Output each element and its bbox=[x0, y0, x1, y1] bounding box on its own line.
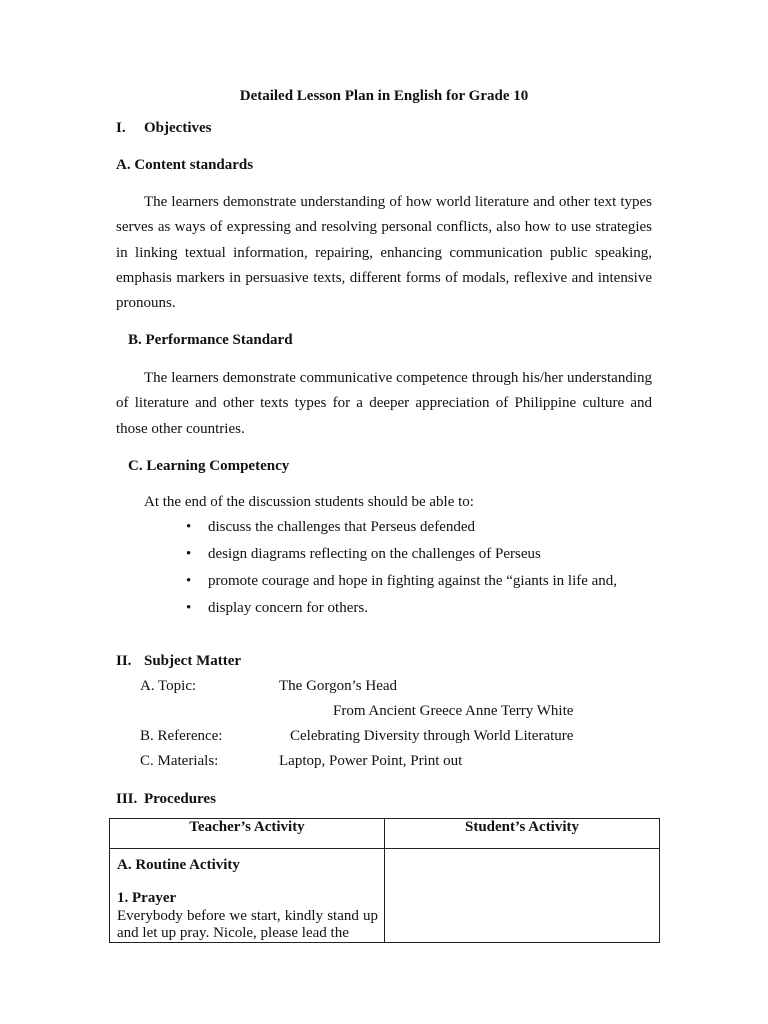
bullet-icon: • bbox=[186, 600, 192, 616]
prayer-heading: 1. Prayer bbox=[117, 890, 177, 906]
topic-label: A. Topic: bbox=[140, 678, 197, 694]
learning-competency-list bbox=[186, 514, 617, 622]
materials-label: C. Materials: bbox=[140, 753, 219, 769]
bullet-icon: • bbox=[186, 546, 192, 562]
section-2-numeral: II. bbox=[116, 653, 132, 669]
prayer-text: Everybody before we start, kindly stand up and let up pray. Nicole, please lead the bbox=[117, 908, 378, 941]
student-activity-cell bbox=[385, 849, 660, 943]
bullet-icon: • bbox=[186, 519, 192, 535]
teacher-activity-cell bbox=[110, 849, 385, 943]
column-header-student: Student’s Activity bbox=[385, 819, 660, 849]
reference-value: Celebrating Diversity through World Literature bbox=[290, 728, 574, 744]
list-item bbox=[186, 514, 617, 541]
content-standards-text: The learners demonstrate understanding of how world literature and other text types serves as ways of expressing and resolving personal conflicts, also how to use strategies in linking textual information, repairing, enhancing communication public speaking, emphasis markers in persuasive texts, different forms of modals, reflexive and intensive pronouns. bbox=[116, 194, 652, 312]
reference-label: B. Reference: bbox=[140, 728, 223, 744]
list-item bbox=[186, 568, 617, 595]
list-item bbox=[186, 595, 617, 622]
content-standards-heading: A. Content standards bbox=[116, 157, 254, 173]
list-item-text: discuss the challenges that Perseus defended bbox=[208, 519, 476, 535]
list-item-text: display concern for others. bbox=[208, 600, 368, 616]
section-3-numeral: III. bbox=[116, 791, 138, 807]
learning-competency-heading: C. Learning Competency bbox=[128, 458, 290, 474]
materials-value: Laptop, Power Point, Print out bbox=[279, 753, 463, 769]
list-item bbox=[186, 541, 617, 568]
learning-competency-intro: At the end of the discussion students should be able to: bbox=[144, 494, 474, 510]
section-3-heading: Procedures bbox=[144, 791, 216, 807]
procedures-table bbox=[109, 818, 660, 943]
table-header-row bbox=[110, 819, 660, 849]
performance-standard-heading: B. Performance Standard bbox=[128, 332, 293, 348]
topic-value: The Gorgon’s Head bbox=[279, 678, 398, 694]
bullet-icon: • bbox=[186, 573, 192, 589]
list-item-text: promote courage and hope in fighting against the “giants in life and, bbox=[208, 573, 618, 589]
section-1-heading: Objectives bbox=[144, 120, 212, 136]
document-title: Detailed Lesson Plan in English for Grade 10 bbox=[239, 88, 529, 104]
topic-source: From Ancient Greece Anne Terry White bbox=[333, 703, 574, 719]
table-row bbox=[110, 849, 660, 943]
section-2-heading: Subject Matter bbox=[144, 653, 242, 669]
column-header-teacher: Teacher’s Activity bbox=[110, 819, 385, 849]
performance-standard-text: The learners demonstrate communicative competence through his/her understanding of literature and other texts types for a deeper appreciation of Philippine culture and those other countries. bbox=[116, 370, 652, 437]
list-item-text: design diagrams reflecting on the challenges of Perseus bbox=[208, 546, 541, 562]
section-1-numeral: I. bbox=[116, 120, 126, 136]
routine-activity-heading: A. Routine Activity bbox=[117, 857, 240, 873]
